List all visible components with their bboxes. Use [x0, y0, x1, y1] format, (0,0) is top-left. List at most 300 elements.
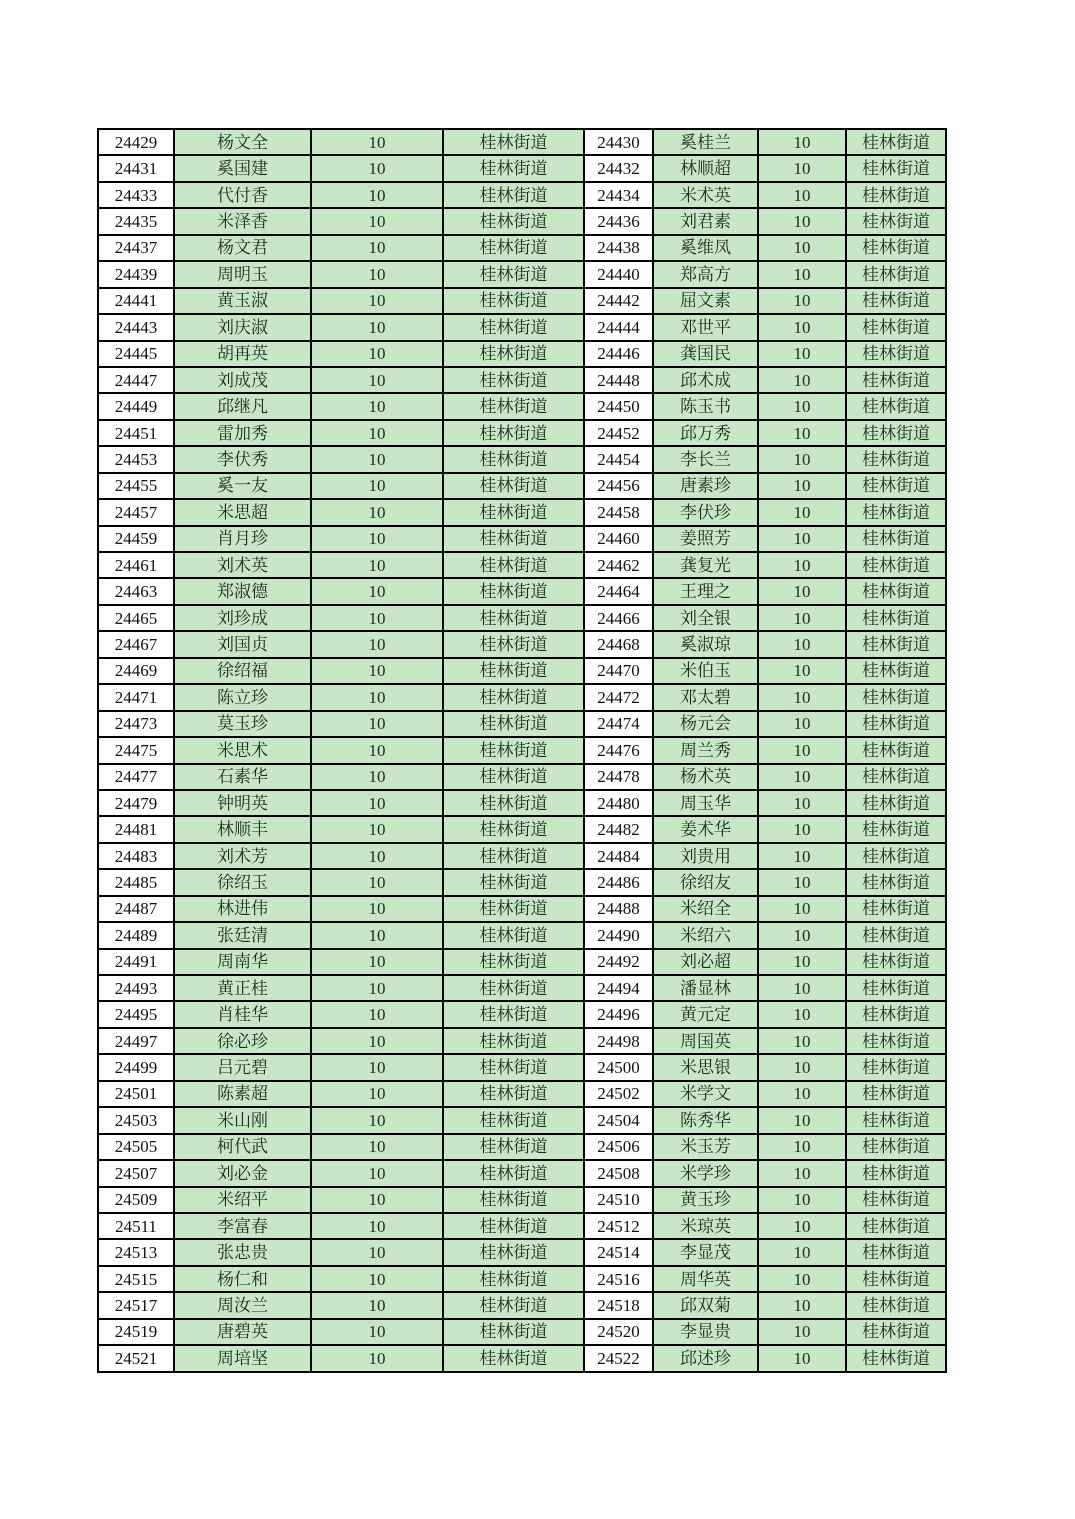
district-cell: 桂林街道	[846, 499, 946, 525]
score-cell: 10	[758, 261, 846, 287]
score-cell: 10	[311, 182, 443, 208]
id-cell: 24451	[98, 420, 174, 446]
district-cell: 桂林街道	[443, 1134, 584, 1160]
table-row	[98, 1081, 946, 1107]
district-cell: 桂林街道	[846, 288, 946, 314]
district-cell: 桂林街道	[443, 605, 584, 631]
score-cell: 10	[758, 1107, 846, 1133]
district-cell: 桂林街道	[443, 235, 584, 261]
name-cell: 米学文	[653, 1081, 758, 1107]
name-cell: 姜术华	[653, 816, 758, 842]
district-cell: 桂林街道	[443, 288, 584, 314]
id-cell: 24505	[98, 1134, 174, 1160]
table-row	[98, 499, 946, 525]
name-cell: 陈立珍	[174, 684, 311, 710]
district-cell: 桂林街道	[846, 261, 946, 287]
district-cell: 桂林街道	[443, 1081, 584, 1107]
district-cell: 桂林街道	[846, 208, 946, 234]
name-cell: 刘贵用	[653, 843, 758, 869]
id-cell: 24478	[584, 764, 653, 790]
score-cell: 10	[758, 737, 846, 763]
id-cell: 24485	[98, 869, 174, 895]
score-cell: 10	[311, 1054, 443, 1080]
district-cell: 桂林街道	[443, 1239, 584, 1265]
district-cell: 桂林街道	[443, 499, 584, 525]
name-cell: 周兰秀	[653, 737, 758, 763]
district-cell: 桂林街道	[846, 922, 946, 948]
name-cell: 刘君素	[653, 208, 758, 234]
district-cell: 桂林街道	[846, 764, 946, 790]
district-cell: 桂林街道	[846, 129, 946, 155]
table-row	[98, 949, 946, 975]
score-cell: 10	[311, 261, 443, 287]
id-cell: 24486	[584, 869, 653, 895]
id-cell: 24522	[584, 1345, 653, 1371]
name-cell: 石素华	[174, 764, 311, 790]
district-cell: 桂林街道	[443, 1107, 584, 1133]
id-cell: 24452	[584, 420, 653, 446]
name-cell: 杨文全	[174, 129, 311, 155]
table-row	[98, 1107, 946, 1133]
district-cell: 桂林街道	[443, 552, 584, 578]
id-cell: 24447	[98, 367, 174, 393]
district-cell: 桂林街道	[443, 526, 584, 552]
score-cell: 10	[311, 208, 443, 234]
score-cell: 10	[311, 341, 443, 367]
name-cell: 李长兰	[653, 446, 758, 472]
table-row	[98, 182, 946, 208]
district-cell: 桂林街道	[846, 1028, 946, 1054]
district-cell: 桂林街道	[846, 341, 946, 367]
district-cell: 桂林街道	[443, 631, 584, 657]
score-cell: 10	[311, 896, 443, 922]
score-cell: 10	[311, 526, 443, 552]
score-cell: 10	[758, 764, 846, 790]
score-cell: 10	[758, 1160, 846, 1186]
score-cell: 10	[311, 314, 443, 340]
id-cell: 24507	[98, 1160, 174, 1186]
id-cell: 24496	[584, 1001, 653, 1027]
table-row	[98, 155, 946, 181]
id-cell: 24511	[98, 1213, 174, 1239]
name-cell: 周玉华	[653, 790, 758, 816]
district-cell: 桂林街道	[443, 869, 584, 895]
score-cell: 10	[758, 420, 846, 446]
score-cell: 10	[758, 1187, 846, 1213]
score-cell: 10	[311, 235, 443, 261]
table-row	[98, 367, 946, 393]
score-cell: 10	[758, 1345, 846, 1371]
id-cell: 24506	[584, 1134, 653, 1160]
score-cell: 10	[311, 1319, 443, 1345]
id-cell: 24462	[584, 552, 653, 578]
score-cell: 10	[311, 658, 443, 684]
id-cell: 24518	[584, 1292, 653, 1318]
id-cell: 24459	[98, 526, 174, 552]
id-cell: 24430	[584, 129, 653, 155]
name-cell: 周汝兰	[174, 1292, 311, 1318]
id-cell: 24491	[98, 949, 174, 975]
name-cell: 肖桂华	[174, 1001, 311, 1027]
score-cell: 10	[311, 764, 443, 790]
score-cell: 10	[758, 684, 846, 710]
name-cell: 雷加秀	[174, 420, 311, 446]
district-cell: 桂林街道	[443, 208, 584, 234]
district-cell: 桂林街道	[846, 843, 946, 869]
score-cell: 10	[758, 1239, 846, 1265]
id-cell: 24490	[584, 922, 653, 948]
id-cell: 24474	[584, 711, 653, 737]
name-cell: 周培坚	[174, 1345, 311, 1371]
id-cell: 24509	[98, 1187, 174, 1213]
score-cell: 10	[311, 499, 443, 525]
table-row	[98, 208, 946, 234]
table-row	[98, 261, 946, 287]
score-cell: 10	[311, 1345, 443, 1371]
district-cell: 桂林街道	[846, 1107, 946, 1133]
score-cell: 10	[311, 1266, 443, 1292]
table-row	[98, 711, 946, 737]
score-cell: 10	[758, 1213, 846, 1239]
score-cell: 10	[758, 578, 846, 604]
id-cell: 24500	[584, 1054, 653, 1080]
table-row	[98, 1319, 946, 1345]
score-cell: 10	[311, 605, 443, 631]
id-cell: 24480	[584, 790, 653, 816]
id-cell: 24515	[98, 1266, 174, 1292]
name-cell: 奚淑琼	[653, 631, 758, 657]
id-cell: 24443	[98, 314, 174, 340]
name-cell: 陈玉书	[653, 393, 758, 419]
id-cell: 24461	[98, 552, 174, 578]
id-cell: 24481	[98, 816, 174, 842]
district-cell: 桂林街道	[443, 261, 584, 287]
id-cell: 24455	[98, 473, 174, 499]
score-cell: 10	[758, 949, 846, 975]
id-cell: 24514	[584, 1239, 653, 1265]
score-cell: 10	[311, 446, 443, 472]
score-cell: 10	[311, 790, 443, 816]
id-cell: 24435	[98, 208, 174, 234]
name-cell: 邓世平	[653, 314, 758, 340]
name-cell: 米绍六	[653, 922, 758, 948]
table-row	[98, 341, 946, 367]
district-cell: 桂林街道	[443, 1213, 584, 1239]
id-cell: 24521	[98, 1345, 174, 1371]
name-cell: 米学珍	[653, 1160, 758, 1186]
id-cell: 24439	[98, 261, 174, 287]
name-cell: 李伏秀	[174, 446, 311, 472]
score-cell: 10	[758, 1266, 846, 1292]
name-cell: 黄玉淑	[174, 288, 311, 314]
table-row	[98, 578, 946, 604]
score-cell: 10	[758, 499, 846, 525]
score-cell: 10	[758, 1001, 846, 1027]
score-cell: 10	[311, 631, 443, 657]
score-cell: 10	[758, 182, 846, 208]
id-cell: 24436	[584, 208, 653, 234]
district-cell: 桂林街道	[846, 1160, 946, 1186]
id-cell: 24499	[98, 1054, 174, 1080]
district-cell: 桂林街道	[443, 790, 584, 816]
district-cell: 桂林街道	[443, 737, 584, 763]
district-cell: 桂林街道	[846, 420, 946, 446]
table-row	[98, 896, 946, 922]
score-cell: 10	[311, 1160, 443, 1186]
id-cell: 24441	[98, 288, 174, 314]
score-cell: 10	[758, 658, 846, 684]
id-cell: 24498	[584, 1028, 653, 1054]
score-cell: 10	[311, 869, 443, 895]
name-cell: 刘珍成	[174, 605, 311, 631]
score-cell: 10	[311, 1028, 443, 1054]
id-cell: 24493	[98, 975, 174, 1001]
district-cell: 桂林街道	[443, 367, 584, 393]
score-cell: 10	[758, 393, 846, 419]
table-row	[98, 658, 946, 684]
district-cell: 桂林街道	[443, 420, 584, 446]
id-cell: 24492	[584, 949, 653, 975]
name-cell: 林进伟	[174, 896, 311, 922]
table-row	[98, 1292, 946, 1318]
table-row	[98, 1266, 946, 1292]
score-cell: 10	[758, 1028, 846, 1054]
name-cell: 林顺丰	[174, 816, 311, 842]
district-cell: 桂林街道	[443, 473, 584, 499]
name-cell: 李显茂	[653, 1239, 758, 1265]
id-cell: 24446	[584, 341, 653, 367]
score-cell: 10	[311, 1107, 443, 1133]
district-cell: 桂林街道	[846, 975, 946, 1001]
table-row	[98, 869, 946, 895]
score-cell: 10	[311, 155, 443, 181]
id-cell: 24488	[584, 896, 653, 922]
id-cell: 24448	[584, 367, 653, 393]
score-cell: 10	[311, 816, 443, 842]
table-row	[98, 526, 946, 552]
score-cell: 10	[758, 288, 846, 314]
name-cell: 莫玉珍	[174, 711, 311, 737]
name-cell: 唐碧英	[174, 1319, 311, 1345]
id-cell: 24469	[98, 658, 174, 684]
score-cell: 10	[758, 341, 846, 367]
name-cell: 周南华	[174, 949, 311, 975]
score-cell: 10	[311, 578, 443, 604]
name-cell: 米术英	[653, 182, 758, 208]
id-cell: 24467	[98, 631, 174, 657]
score-cell: 10	[311, 420, 443, 446]
district-cell: 桂林街道	[846, 1319, 946, 1345]
score-cell: 10	[311, 975, 443, 1001]
table-row	[98, 843, 946, 869]
id-cell: 24504	[584, 1107, 653, 1133]
name-cell: 邱双菊	[653, 1292, 758, 1318]
district-cell: 桂林街道	[846, 1054, 946, 1080]
table-row	[98, 1160, 946, 1186]
id-cell: 24494	[584, 975, 653, 1001]
score-cell: 10	[758, 526, 846, 552]
id-cell: 24495	[98, 1001, 174, 1027]
name-cell: 米琼英	[653, 1213, 758, 1239]
id-cell: 24434	[584, 182, 653, 208]
district-cell: 桂林街道	[443, 658, 584, 684]
district-cell: 桂林街道	[443, 764, 584, 790]
score-cell: 10	[758, 473, 846, 499]
name-cell: 胡再英	[174, 341, 311, 367]
score-cell: 10	[758, 129, 846, 155]
id-cell: 24466	[584, 605, 653, 631]
district-cell: 桂林街道	[443, 578, 584, 604]
name-cell: 徐绍友	[653, 869, 758, 895]
district-cell: 桂林街道	[443, 393, 584, 419]
table-row	[98, 235, 946, 261]
name-cell: 李富春	[174, 1213, 311, 1239]
id-cell: 24449	[98, 393, 174, 419]
district-cell: 桂林街道	[443, 816, 584, 842]
name-cell: 邱述珍	[653, 1345, 758, 1371]
id-cell: 24487	[98, 896, 174, 922]
name-cell: 米思超	[174, 499, 311, 525]
name-cell: 姜照芳	[653, 526, 758, 552]
table-row	[98, 922, 946, 948]
id-cell: 24502	[584, 1081, 653, 1107]
name-cell: 刘全银	[653, 605, 758, 631]
score-cell: 10	[311, 552, 443, 578]
id-cell: 24516	[584, 1266, 653, 1292]
name-cell: 屈文素	[653, 288, 758, 314]
id-cell: 24497	[98, 1028, 174, 1054]
score-cell: 10	[311, 1239, 443, 1265]
name-cell: 奚一友	[174, 473, 311, 499]
name-cell: 肖月珍	[174, 526, 311, 552]
name-cell: 黄元定	[653, 1001, 758, 1027]
name-cell: 柯代武	[174, 1134, 311, 1160]
score-cell: 10	[311, 1187, 443, 1213]
district-cell: 桂林街道	[443, 1292, 584, 1318]
score-cell: 10	[758, 922, 846, 948]
score-cell: 10	[311, 288, 443, 314]
name-cell: 刘必金	[174, 1160, 311, 1186]
score-cell: 10	[758, 605, 846, 631]
name-cell: 徐绍玉	[174, 869, 311, 895]
score-cell: 10	[758, 711, 846, 737]
id-cell: 24472	[584, 684, 653, 710]
name-cell: 陈素超	[174, 1081, 311, 1107]
name-cell: 奚国建	[174, 155, 311, 181]
district-cell: 桂林街道	[846, 1081, 946, 1107]
table-row	[98, 1187, 946, 1213]
id-cell: 24438	[584, 235, 653, 261]
id-cell: 24456	[584, 473, 653, 499]
score-cell: 10	[758, 790, 846, 816]
name-cell: 刘成茂	[174, 367, 311, 393]
score-cell: 10	[758, 446, 846, 472]
district-cell: 桂林街道	[846, 1266, 946, 1292]
district-cell: 桂林街道	[846, 816, 946, 842]
name-cell: 邱术成	[653, 367, 758, 393]
table-row	[98, 605, 946, 631]
name-cell: 黄正桂	[174, 975, 311, 1001]
score-cell: 10	[758, 552, 846, 578]
table-row	[98, 1345, 946, 1371]
score-cell: 10	[758, 1054, 846, 1080]
id-cell: 24445	[98, 341, 174, 367]
id-cell: 24508	[584, 1160, 653, 1186]
id-cell: 24432	[584, 155, 653, 181]
district-cell: 桂林街道	[846, 446, 946, 472]
name-cell: 徐必珍	[174, 1028, 311, 1054]
id-cell: 24477	[98, 764, 174, 790]
table-row	[98, 737, 946, 763]
score-cell: 10	[311, 1081, 443, 1107]
district-cell: 桂林街道	[443, 314, 584, 340]
score-cell: 10	[758, 843, 846, 869]
district-cell: 桂林街道	[443, 1028, 584, 1054]
table-row	[98, 764, 946, 790]
score-cell: 10	[758, 235, 846, 261]
score-cell: 10	[311, 1213, 443, 1239]
table-row	[98, 1028, 946, 1054]
id-cell: 24454	[584, 446, 653, 472]
name-cell: 邱万秀	[653, 420, 758, 446]
score-cell: 10	[311, 922, 443, 948]
name-cell: 唐素珍	[653, 473, 758, 499]
district-cell: 桂林街道	[846, 949, 946, 975]
table-row	[98, 790, 946, 816]
score-cell: 10	[758, 869, 846, 895]
id-cell: 24473	[98, 711, 174, 737]
name-cell: 米绍平	[174, 1187, 311, 1213]
district-cell: 桂林街道	[846, 1345, 946, 1371]
id-cell: 24479	[98, 790, 174, 816]
district-cell: 桂林街道	[846, 552, 946, 578]
district-cell: 桂林街道	[846, 1187, 946, 1213]
table-row	[98, 314, 946, 340]
score-cell: 10	[758, 1292, 846, 1318]
id-cell: 24470	[584, 658, 653, 684]
district-cell: 桂林街道	[846, 393, 946, 419]
score-cell: 10	[311, 393, 443, 419]
name-cell: 刘庆淑	[174, 314, 311, 340]
district-cell: 桂林街道	[846, 711, 946, 737]
id-cell: 24440	[584, 261, 653, 287]
district-cell: 桂林街道	[846, 1134, 946, 1160]
table-row	[98, 1134, 946, 1160]
roster-table	[97, 128, 947, 1373]
name-cell: 周国英	[653, 1028, 758, 1054]
district-cell: 桂林街道	[443, 182, 584, 208]
name-cell: 吕元碧	[174, 1054, 311, 1080]
id-cell: 24442	[584, 288, 653, 314]
name-cell: 米思术	[174, 737, 311, 763]
district-cell: 桂林街道	[443, 1345, 584, 1371]
name-cell: 郑淑德	[174, 578, 311, 604]
score-cell: 10	[758, 1319, 846, 1345]
id-cell: 24519	[98, 1319, 174, 1345]
name-cell: 米山刚	[174, 1107, 311, 1133]
score-cell: 10	[758, 367, 846, 393]
id-cell: 24431	[98, 155, 174, 181]
name-cell: 张廷清	[174, 922, 311, 948]
id-cell: 24484	[584, 843, 653, 869]
name-cell: 王理之	[653, 578, 758, 604]
id-cell: 24457	[98, 499, 174, 525]
district-cell: 桂林街道	[443, 922, 584, 948]
id-cell: 24510	[584, 1187, 653, 1213]
district-cell: 桂林街道	[846, 684, 946, 710]
district-cell: 桂林街道	[846, 578, 946, 604]
id-cell: 24471	[98, 684, 174, 710]
